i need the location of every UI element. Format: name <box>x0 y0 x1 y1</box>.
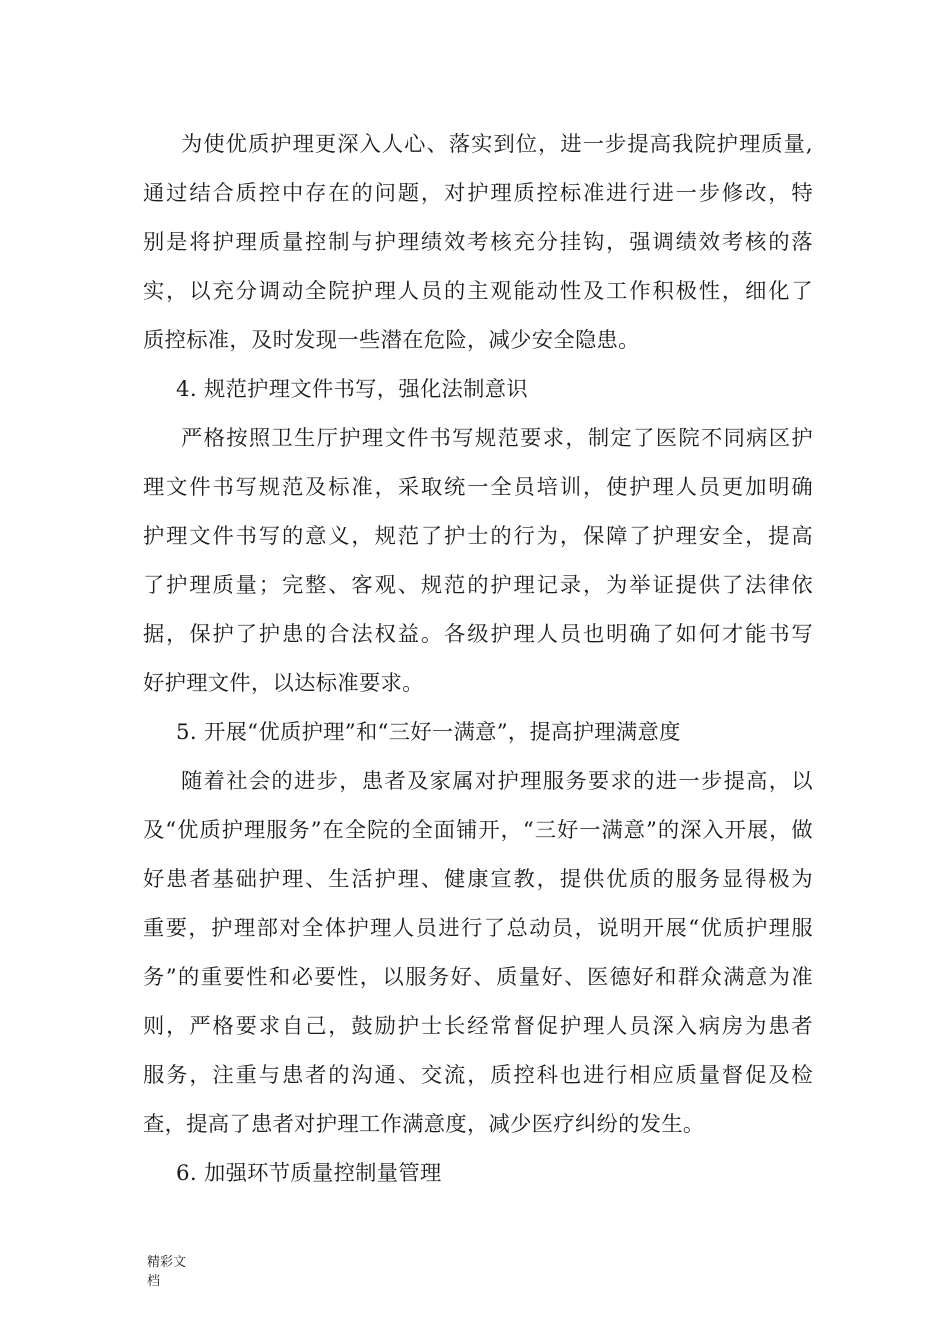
paragraph-line: 了护理质量；完整、客观、规范的护理记录，为举证提供了法律依 <box>143 573 813 598</box>
paragraph-line: 别是将护理质量控制与护理绩效考核充分挂钩，强调绩效考核的落 <box>143 230 813 255</box>
paragraph-line: 严格按照卫生厅护理文件书写规范要求，制定了医院不同病区护 <box>181 426 813 451</box>
paragraph-line: 务”的重要性和必要性，以服务好、质量好、医德好和群众满意为准 <box>143 965 813 990</box>
paragraph-line: 据，保护了护患的合法权益。各级护理人员也明确了如何才能书写 <box>143 622 813 647</box>
paragraph-line: 服务，注重与患者的沟通、交流，质控科也进行相应质量督促及检 <box>143 1063 813 1088</box>
footer-line: 精彩文 <box>147 1255 187 1270</box>
paragraph-line: 好护理文件，以达标准要求。 <box>143 671 424 696</box>
paragraph-line: 通过结合质控中存在的问题，对护理质控标准进行进一步修改，特 <box>143 181 813 206</box>
paragraph-line: 理文件书写规范及标准，采取统一全员培训，使护理人员更加明确 <box>143 475 813 500</box>
paragraph-line: 随着社会的进步，患者及家属对护理服务要求的进一步提高，以 <box>181 769 813 794</box>
document-body <box>143 120 813 1198</box>
footer-line: 档 <box>147 1274 161 1289</box>
paragraph-line: 护理文件书写的意义，规范了护士的行为，保障了护理安全，提高 <box>143 524 813 549</box>
paragraph-line: 好患者基础护理、生活护理、健康宣教，提供优质的服务显得极为 <box>143 867 813 892</box>
paragraph-line: 实，以充分调动全院护理人员的主观能动性及工作积极性，细化了 <box>143 279 813 304</box>
footer-label <box>147 1253 199 1291</box>
section-heading: 4. 规范护理文件书写，强化法制意识 <box>176 377 528 402</box>
paragraph-line: 质控标准，及时发现一些潜在危险，减少安全隐患。 <box>143 328 640 353</box>
paragraph-line: 及“优质护理服务”在全院的全面铺开，“三好一满意”的深入开展，做 <box>143 818 813 843</box>
paragraph-line: 则，严格要求自己，鼓励护士长经常督促护理人员深入病房为患者 <box>143 1014 813 1039</box>
section-heading: 6. 加强环节质量控制量管理 <box>176 1161 442 1186</box>
paragraph-line: 为使优质护理更深入人心、落实到位，进一步提高我院护理质量, <box>181 132 813 157</box>
paragraph-line: 重要，护理部对全体护理人员进行了总动员，说明开展“优质护理服 <box>143 916 813 941</box>
paragraph-line: 查，提高了患者对护理工作满意度，减少医疗纠纷的发生。 <box>143 1112 705 1137</box>
section-heading: 5. 开展“优质护理”和“三好一满意”，提高护理满意度 <box>176 720 681 745</box>
